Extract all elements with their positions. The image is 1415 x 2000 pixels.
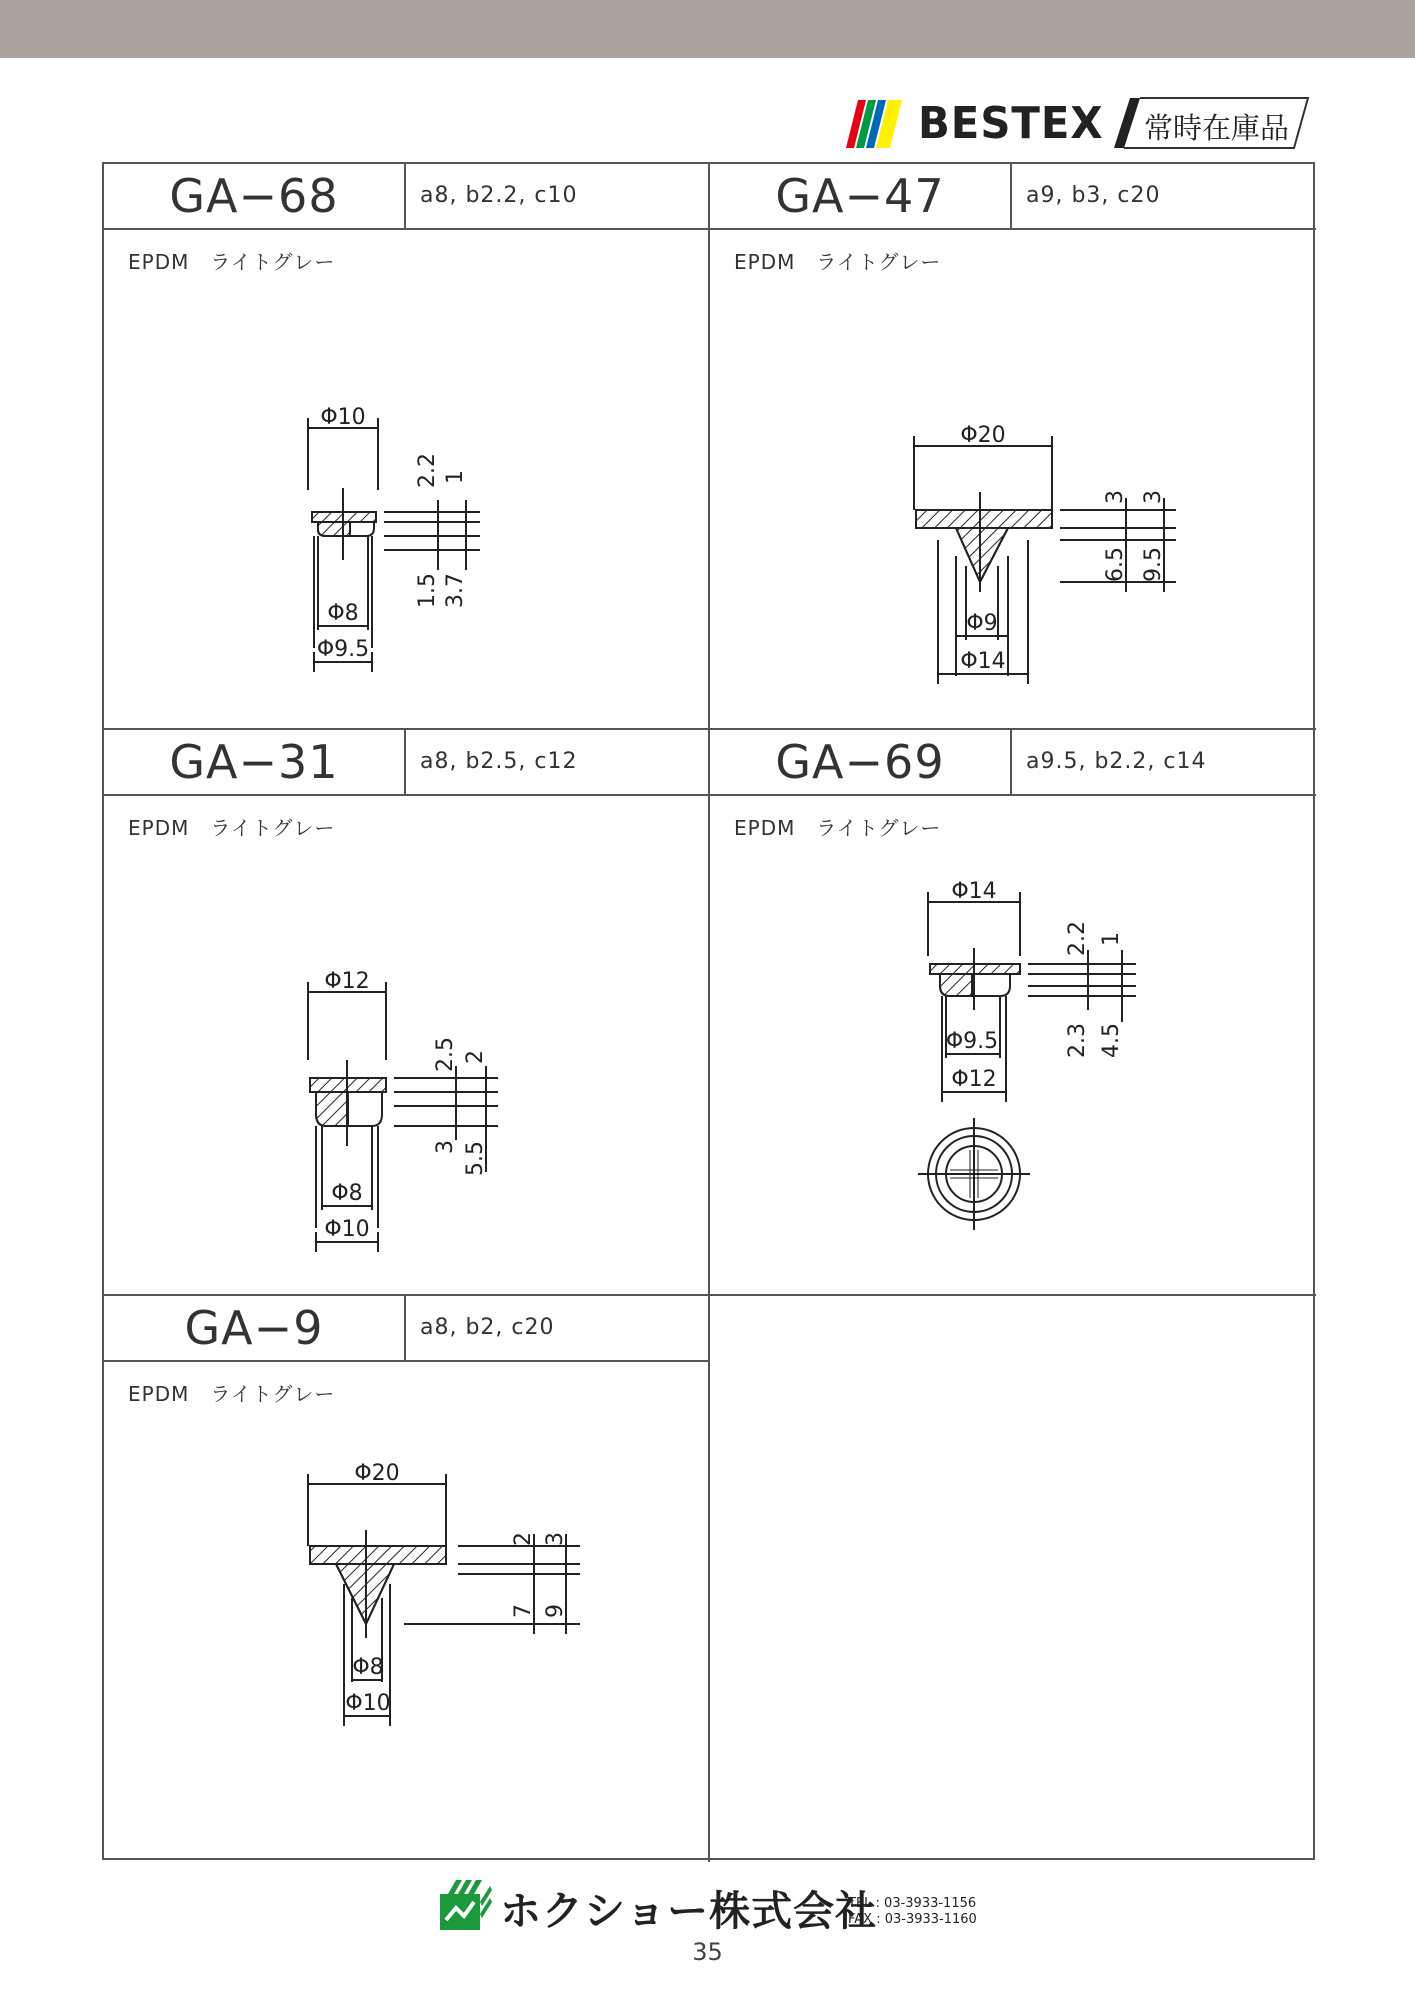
dim-d3: 3 — [433, 1140, 458, 1154]
dim-d4: 9.5 — [1141, 547, 1166, 582]
dim-d1: 2.5 — [433, 1037, 458, 1072]
product-model: GA−69 — [710, 730, 1012, 794]
technical-drawing — [104, 796, 708, 1294]
product-card — [104, 1296, 710, 1862]
dim-top: Φ12 — [324, 969, 370, 994]
brand-stripes-icon — [832, 100, 912, 148]
product-model: GA−9 — [104, 1296, 406, 1360]
brand-name: BESTEX — [918, 98, 1104, 149]
dim-outer: Φ14 — [960, 649, 1006, 674]
product-card — [710, 164, 1316, 730]
product-header — [710, 164, 1316, 230]
dim-inner: Φ8 — [352, 1655, 384, 1680]
dim-top: Φ14 — [951, 879, 997, 904]
dim-d2: 1 — [1099, 932, 1124, 946]
product-dimensions: a8, b2, c20 — [420, 1315, 555, 1340]
product-material: EPDM ライトグレー — [128, 1382, 336, 1406]
product-dimensions: a9.5, b2.2, c14 — [1026, 749, 1207, 774]
technical-drawing — [104, 230, 708, 728]
product-model: GA−31 — [104, 730, 406, 794]
dim-d1: 2.2 — [415, 453, 440, 488]
dim-top: Φ20 — [960, 423, 1006, 448]
stock-label: 常時在庫品 — [1144, 111, 1290, 145]
product-dimensions: a9, b3, c20 — [1026, 183, 1161, 208]
tel-number: TEL : 03-3933-1156 — [848, 1896, 977, 1911]
technical-drawing — [710, 796, 1314, 1294]
product-model: GA−47 — [710, 164, 1012, 228]
company-mark-icon — [440, 1880, 492, 1930]
company-logo — [440, 1876, 1000, 1934]
brand-logo — [832, 96, 1312, 154]
contact-info — [848, 1896, 977, 1928]
empty-cell — [710, 1296, 1316, 1862]
dim-outer: Φ12 — [951, 1067, 997, 1092]
top-bar — [0, 0, 1415, 58]
dim-d2: 3 — [543, 1532, 568, 1546]
dim-d3: 1.5 — [415, 573, 440, 608]
dim-d3: 2.3 — [1065, 1023, 1090, 1058]
product-dimensions: a8, b2.5, c12 — [420, 749, 578, 774]
dim-d3: 6.5 — [1103, 547, 1128, 582]
dim-top: Φ20 — [354, 1461, 400, 1486]
dim-outer: Φ10 — [324, 1217, 370, 1242]
product-header — [104, 730, 708, 796]
product-material: EPDM ライトグレー — [128, 250, 336, 274]
dim-d4: 5.5 — [463, 1141, 488, 1176]
product-material: EPDM ライトグレー — [734, 816, 942, 840]
product-dimensions: a8, b2.2, c10 — [420, 183, 578, 208]
company-name: ホクショー株式会社 — [500, 1887, 878, 1935]
page-number: 35 — [692, 1938, 723, 1966]
dim-d1: 2.2 — [1065, 921, 1090, 956]
dim-d1: 2 — [511, 1532, 536, 1546]
dim-inner: Φ9.5 — [945, 1029, 999, 1054]
dim-d4: 9 — [543, 1604, 568, 1618]
dim-inner: Φ8 — [327, 601, 359, 626]
product-header — [104, 164, 708, 230]
product-card — [710, 730, 1316, 1296]
dim-d1: 3 — [1103, 490, 1128, 504]
product-model: GA−68 — [104, 164, 406, 228]
dim-inner: Φ9 — [966, 611, 998, 636]
dim-d2: 2 — [463, 1050, 488, 1064]
product-card — [104, 730, 710, 1296]
fax-number: FAX : 03-3933-1160 — [848, 1912, 977, 1927]
technical-drawing — [710, 230, 1314, 728]
dim-outer: Φ9.5 — [316, 637, 370, 662]
product-card — [104, 164, 710, 730]
dim-d3: 7 — [511, 1604, 536, 1618]
top-view-icon — [918, 1118, 1030, 1230]
dim-outer: Φ10 — [345, 1691, 391, 1716]
dim-d2: 3 — [1141, 490, 1166, 504]
dim-d4: 3.7 — [443, 573, 468, 608]
product-grid — [102, 162, 1315, 1860]
dim-top: Φ10 — [320, 405, 366, 430]
dim-d2: 1 — [443, 470, 468, 484]
product-header — [104, 1296, 708, 1362]
dim-inner: Φ8 — [331, 1181, 363, 1206]
dim-d4: 4.5 — [1099, 1023, 1124, 1058]
technical-drawing — [104, 1362, 708, 1860]
product-header — [710, 730, 1316, 796]
product-material: EPDM ライトグレー — [734, 250, 942, 274]
product-material: EPDM ライトグレー — [128, 816, 336, 840]
